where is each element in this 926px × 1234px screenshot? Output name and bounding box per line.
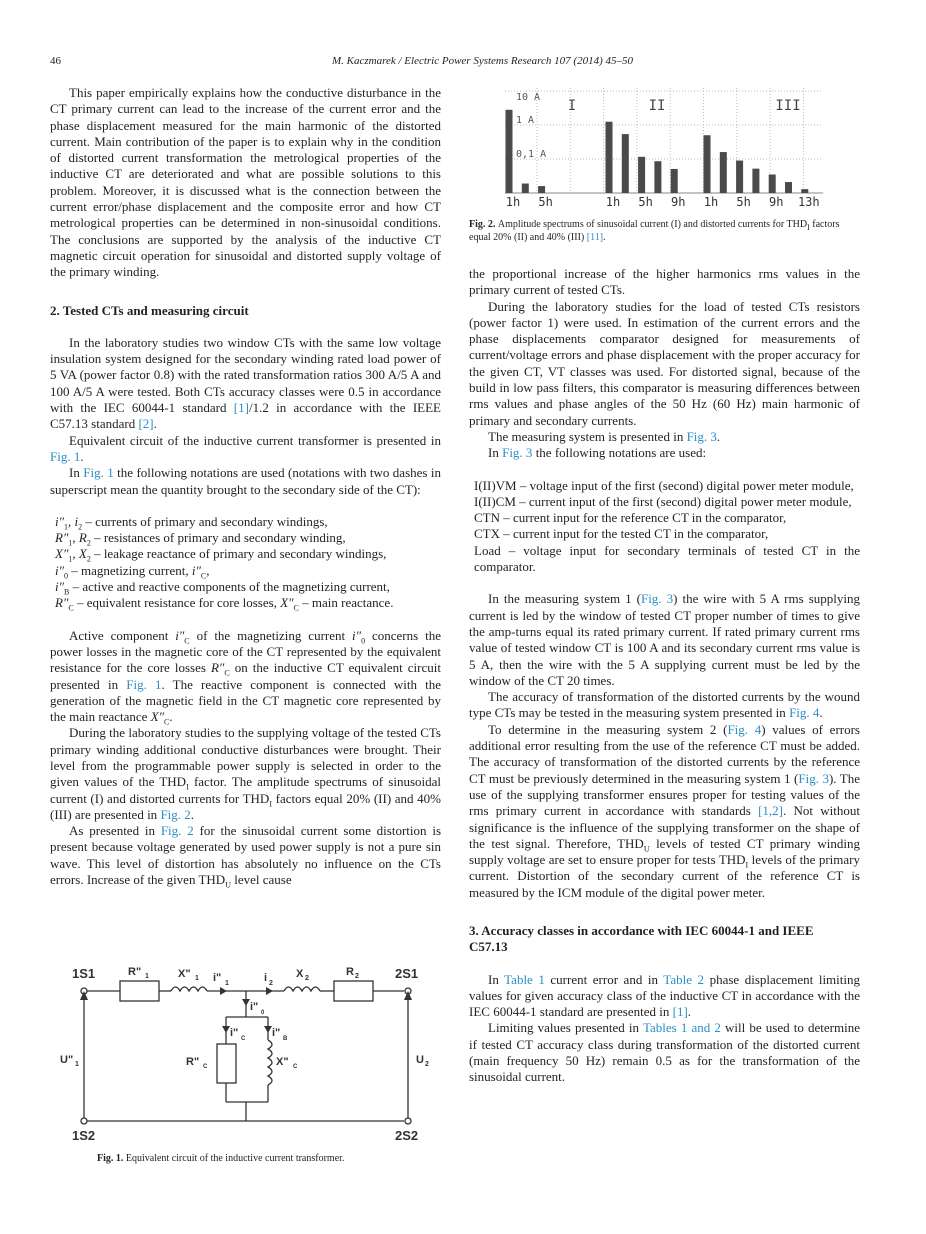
spectrum-bar (752, 169, 759, 193)
text-run: In the measuring system 1 ( (488, 591, 641, 607)
reference-link[interactable]: Tables 1 and 2 (642, 1020, 721, 1036)
text-run: During the laboratory studies for the load of tested CTs resistors (power factor 1) were used. In estimation of the current errors and the phase displacements comparator designed for measurements of current/voltage errors and phase displacement with the proper accuracy for the given CT, VT classes was used. For distorted signal, because of the build in low pass filters, this comparator is measuring differences between rms values and phase angles of the 50 Hz (60 Hz) main harmonic of primary and secondary currents. (469, 298, 860, 428)
subscript: C (68, 603, 74, 613)
component-subscript: 2 (305, 974, 309, 982)
math-symbol: i (74, 513, 79, 529)
subscript: 2 (78, 522, 83, 532)
group-label: II (648, 98, 666, 114)
math-symbol: X″ (55, 546, 69, 562)
paragraph (469, 1020, 860, 1085)
subscript: 1 (68, 538, 73, 548)
list-item (55, 546, 441, 565)
figure-2-caption (469, 219, 860, 244)
current-subscript: 1 (225, 979, 229, 987)
reference-link[interactable]: Fig. 1 (83, 465, 114, 481)
list-item (474, 543, 860, 576)
x-tick-label: 9h (670, 195, 686, 209)
subscript: 0 (64, 571, 69, 581)
math-symbol: i″ (55, 513, 65, 529)
component-label: X (296, 967, 304, 980)
subscript: I (269, 799, 272, 809)
component-subscript: 1 (145, 972, 149, 980)
math-symbol: X″ (150, 709, 165, 725)
reference-link[interactable]: Fig. 3 (502, 445, 533, 461)
subscript: I (186, 782, 189, 792)
page-number: 46 (50, 55, 61, 67)
component-subscript: C (293, 1063, 298, 1070)
notation-list (55, 514, 441, 612)
spectrum-bar (638, 157, 645, 193)
spectrum-bar (704, 135, 711, 193)
subscript: C (293, 603, 299, 613)
text-run: Limiting values presented in (488, 1020, 643, 1036)
text-run: – leakage reactance of primary and secondary windings, (90, 546, 387, 562)
text-run: . (603, 231, 606, 243)
paragraph (50, 85, 441, 281)
component-label: R (346, 965, 354, 978)
current-subscript: 0 (261, 1009, 265, 1016)
reference-link[interactable]: Fig. 2 (160, 823, 194, 839)
text-run: The measuring system is presented in (488, 428, 687, 444)
text-run: – magnetizing current, (68, 562, 192, 578)
text-run: – equivalent resistance for core losses, (73, 595, 281, 611)
component-label: X" (276, 1055, 289, 1068)
paragraph (469, 429, 860, 445)
text-run: , (72, 530, 79, 546)
list-item (55, 579, 441, 595)
paragraph (469, 266, 860, 299)
group-label: III (775, 98, 801, 114)
x-tick-label: 1h (703, 195, 719, 209)
x-tick-label: 5h (538, 195, 553, 209)
figure-1-caption-text: Equivalent circuit of the inductive current transformer. (125, 1152, 345, 1164)
text-run: Active component (69, 627, 176, 643)
text-run: levels of the primary current. Distortion of the secondary current of the reference CT is measured by the ICM module of the digital power meter. (469, 852, 860, 900)
text-run: the following notations are used: (532, 445, 707, 461)
spectrum-bar (654, 161, 661, 193)
text-run: , (72, 546, 79, 562)
list-item (474, 494, 860, 510)
reference-link[interactable]: Fig. 2 (160, 806, 191, 822)
text-run: ) values of errors additional error resulting from the use of the reference CT must be added. The accuracy of transformation of the distorted currents by the reference CT must be previously determined in the measuring system 1 ( (469, 721, 860, 786)
spectrum-bar (538, 186, 545, 193)
text-run: CTN – current input for the reference CT in the comparator, (474, 510, 787, 526)
reference-link[interactable]: [1] (233, 400, 249, 416)
component-subscript: C (203, 1063, 208, 1070)
subscript: 0 (361, 636, 366, 646)
text-run: . (80, 448, 84, 464)
section-heading: 2. Tested CTs and measuring circuit (50, 302, 249, 318)
text-run: To determine in the measuring system 2 ( (488, 721, 728, 737)
list-item (55, 514, 441, 530)
subscript: 1 (64, 522, 69, 532)
reference-link[interactable]: Fig. 3 (686, 428, 717, 444)
spectrum-bar (622, 134, 629, 193)
reference-link[interactable]: [2] (138, 416, 154, 432)
terminal-label: 1S1 (72, 965, 96, 981)
math-symbol: R″ (55, 530, 69, 546)
text-run: – main reactance. (298, 595, 394, 611)
current-label: i" (250, 1000, 259, 1013)
paragraph (469, 591, 860, 689)
math-symbol: R″ (210, 660, 225, 676)
paragraph (469, 722, 860, 901)
x-tick-label: 9h (768, 195, 784, 209)
reference-link[interactable]: Fig. 4 (789, 705, 820, 721)
spectrum-bar (769, 175, 776, 193)
figure-1-caption-label: Fig. 1. (97, 1152, 124, 1164)
text-run: I(II)CM – current input of the first (second) digital power meter module, (474, 493, 852, 509)
paragraph (50, 628, 441, 726)
reference-link[interactable]: Fig. 4 (727, 721, 762, 737)
text-run: levels of tested CT primary winding supply voltage are set to ensure proper for tests THD (469, 835, 860, 868)
list-item (55, 530, 441, 546)
x-tick-label: 1h (505, 195, 521, 209)
current-label: i" (230, 1026, 239, 1039)
text-run: – active and reactive components of the magnetizing current, (69, 579, 390, 595)
paragraph (469, 299, 860, 429)
text-run: factor. The amplitude spectrums of sinusoidal current (I) and distorted currents for THD (50, 774, 441, 806)
reference-link[interactable]: [1] (672, 1004, 688, 1020)
text-run: on the inductive CT equivalent circuit presented in (50, 660, 441, 692)
voltage-subscript: 2 (425, 1060, 429, 1068)
text-run: . The reactive component is connected with the generation of the magnetic field in the CT magnetic core represented by the main reactance (50, 676, 442, 725)
x-tick-label: 1h (605, 195, 621, 209)
text-run: During the laboratory studies to the supplying voltage of the tested CTs primary winding additional conductive disturbances were brought. Their level from the programmable power supply is selected in order to the given values of the THD (50, 725, 441, 790)
subscript: U (225, 880, 231, 890)
text-run: level cause (230, 872, 292, 888)
text-run: – currents of primary and secondary windings, (82, 513, 328, 529)
x-tick-label: 5h (638, 195, 653, 209)
list-item (55, 563, 441, 579)
text-run: Load – voltage input for secondary terminals of tested CT in the comparator. (474, 542, 860, 575)
math-symbol: R (78, 530, 87, 546)
reference-link[interactable]: Fig. 3 (798, 770, 829, 786)
text-run: concerns the power losses in the magnetic core of the CT represented by the equivalent resistance for the core losses (50, 627, 441, 676)
text-run: . (716, 428, 721, 444)
spectrum-bar (736, 161, 743, 193)
paragraph (50, 335, 441, 433)
x-tick-label: 5h (736, 195, 751, 209)
component-label: R" (128, 965, 142, 978)
subscript: 1 (68, 555, 73, 565)
figure-1-caption (97, 1153, 437, 1166)
math-symbol: i″ (191, 562, 201, 578)
text-run: In the laboratory studies two window CTs with the same low voltage insulation system designed for the secondary winding rated load power of 5 VA (power factor 0.8) with the rated transformation ratios 300 A/5 A and 100 A/5 A were tested. Both CTs accuracy classes were 0.5 in accordance with the IEC 60044-1 standard (50, 334, 441, 416)
spectrum-bar (720, 152, 727, 193)
math-symbol: i″ (55, 579, 65, 595)
subscript: U (643, 844, 650, 854)
component-label: R" (186, 1055, 200, 1068)
y-tick-label: 1 A (516, 115, 535, 126)
text-run: . (687, 1004, 692, 1020)
paragraph (50, 823, 441, 888)
text-run: the proportional increase of the higher harmonics rms values in the primary current of tested CTs. (469, 266, 860, 298)
subscript: C (164, 717, 170, 727)
subscript: C (184, 636, 190, 646)
text-run: . (819, 705, 823, 721)
terminal-label: 1S2 (72, 1127, 96, 1143)
text-run: phase displacement limiting values for given accuracy class of the inductive CT in accordance with the IEC 60044-1 standard are presented in (469, 971, 861, 1020)
figure-1-circuit (60, 958, 440, 1143)
text-run: As presented in (69, 823, 161, 839)
paragraph (469, 972, 860, 1021)
paragraph (50, 725, 441, 823)
text-run: . (190, 806, 195, 822)
text-run: ) the wire with 5 A rms supplying current is led by the window of tested CT proper number of times to give the amp-turns equal its rated primary current. If rated primary current rms value of tested window CT is 100 A and its secondary current rms value is 5 A, then the wire with the 5 A supplying current must be led by the window of the CT 20 times. (469, 591, 860, 688)
text-run: for the sinusoidal current some distortion is present because voltage generated by used power supply is not a pure sin wave. This level of distortion has absolutely no influence on the CTs errors. Increase of the given THD (50, 823, 441, 888)
text-run: . (153, 416, 157, 432)
section-heading: 3. Accuracy classes in accordance with IEC 60044-1 and IEEE C57.13 (469, 922, 814, 955)
y-tick-label: 0,1 A (516, 149, 547, 160)
component-subscript: 1 (195, 974, 199, 982)
list-item (474, 478, 860, 494)
subscript: B (64, 587, 70, 597)
subscript: C (224, 668, 230, 678)
reference-link[interactable]: [1,2] (758, 803, 783, 819)
current-label: i (264, 971, 268, 984)
paragraph (469, 445, 860, 461)
current-subscript: B (283, 1035, 288, 1042)
text-run: This paper empirically explains how the conductive disturbance in the CT primary current can lead to the increase of the current error and the phase displacement measured for the main harmonic of the distorted current. Main contribution of the paper is to explain why in the condition of distorted current transformation the metrological properties of the inductive CT are deteriorated and what are possible solutions to this problem. Moreover, it is discussed what is the connection between the current error/phase displacement and the composite error and how CT metrological properties can be determined in non-sinusoidal conditions. The conclusions are supported by the analysis of the inductive CT magnetic circuit operation for sinusoidal and distorted supply voltage of the primary winding. (50, 85, 441, 280)
text-run: The accuracy of transformation of the distorted currents by the wound type CTs may be tested in the measuring system presented in (469, 689, 860, 721)
running-title: M. Kaczmarek / Electric Power Systems Research 107 (2014) 45–50 (332, 55, 634, 67)
spectrum-bar (671, 169, 678, 193)
left-column (50, 85, 441, 1165)
current-subscript: 2 (269, 979, 273, 987)
subscript: I (745, 860, 749, 870)
math-symbol: X″ (280, 595, 294, 611)
text-run: CTX – current input for the tested CT in the comparator, (474, 526, 769, 542)
reference-link[interactable]: Fig. 1 (126, 676, 162, 692)
subscript: 2 (86, 538, 91, 548)
voltage-label: U" (60, 1053, 74, 1066)
reference-link[interactable]: Fig. 3 (640, 591, 674, 607)
current-label: i" (213, 971, 222, 984)
text-run: of the magnetizing current (189, 627, 353, 643)
math-symbol: i″ (352, 627, 362, 643)
component-label: X" (178, 967, 191, 980)
notation-list (474, 478, 860, 576)
terminal-label: 2S2 (395, 1127, 419, 1143)
paragraph (50, 433, 441, 466)
figure-2-caption-text (469, 219, 839, 243)
math-symbol: R″ (55, 595, 69, 611)
spectrum-bar (801, 189, 808, 193)
list-item (474, 510, 860, 526)
paragraph (50, 465, 441, 498)
text-run: In (488, 445, 503, 461)
spectrum-bar (522, 184, 529, 193)
reference-link[interactable]: [11] (586, 231, 604, 243)
component-subscript: 2 (355, 972, 359, 980)
text-run: current error and in (544, 971, 664, 987)
text-run: Amplitude spectrums of sinusoidal current (I) and distorted currents for THD (497, 219, 808, 230)
text-run: . (169, 709, 173, 725)
subscript: 2 (86, 555, 91, 565)
reference-link[interactable]: Fig. 1 (50, 448, 81, 464)
list-item (55, 595, 441, 611)
text-run: In (69, 465, 84, 481)
text-run: the following notations are used (notations with two dashes in superscript mean the quantity brought to the secondary side of the CT): (50, 465, 441, 497)
group-label: I (567, 98, 577, 114)
math-symbol: i″ (175, 627, 185, 643)
math-symbol: X (78, 546, 87, 562)
text-run: will be used to determine if tested CT accuracy class during transformation of the distorted current (main frequency 50 Hz) remain 0.5 as for the transformation of the sinusoidal current. (469, 1020, 860, 1085)
subscript: I (807, 223, 810, 232)
text-run: factors equal 20% (II) and 40% (III) are presented in (50, 790, 442, 822)
spectrum-bar (506, 110, 513, 193)
current-label: i" (272, 1026, 281, 1039)
text-run: /1.2 in accordance with the IEEE C57.13 standard (50, 400, 441, 432)
reference-link[interactable]: Table 2 (663, 971, 705, 987)
text-run: – resistances of primary and secondary winding, (90, 530, 346, 546)
voltage-subscript: 1 (75, 1060, 79, 1068)
figure-2-spectrum-chart (500, 84, 830, 209)
math-symbol: i″ (55, 562, 65, 578)
text-run: factors equal 20% (II) and 40% (III) (469, 219, 840, 243)
spectrum-bar (606, 122, 613, 193)
text-run: , (206, 562, 210, 578)
reference-link[interactable]: Table 1 (504, 971, 545, 987)
text-run: Equivalent circuit of the inductive current transformer is presented in (69, 432, 441, 448)
spectrum-bar (785, 182, 792, 193)
paragraph (469, 689, 860, 722)
text-run: I(II)VM – voltage input of the first (second) digital power meter module, (474, 477, 854, 493)
text-run: ). The use of the supplying transformer ensures proper for testing values of the rms primary current in accordance with standards (469, 770, 861, 819)
list-item (474, 526, 860, 542)
text-run: , (68, 513, 75, 529)
text-run: . Not without significance is the influence of the supplying transformer on the shape of the test signal. Therefore, THD (469, 803, 860, 851)
current-subscript: C (241, 1035, 246, 1042)
terminal-label: 2S1 (395, 965, 419, 981)
y-tick-label: 10 A (516, 92, 541, 103)
x-tick-label: 13h (797, 195, 820, 209)
text-run: In (488, 971, 505, 987)
voltage-label: U (416, 1053, 424, 1066)
subscript: C (200, 571, 207, 581)
right-column (469, 84, 860, 1086)
figure-2-caption-label: Fig. 2. (469, 219, 496, 230)
